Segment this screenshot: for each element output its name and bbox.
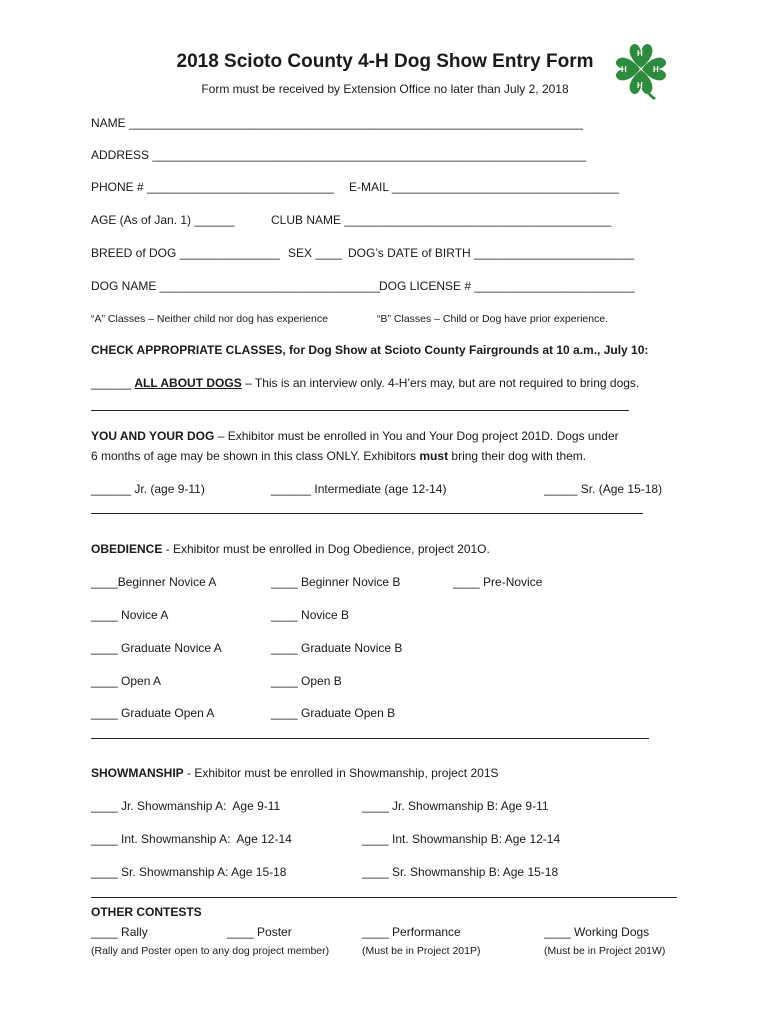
class-a-note: “A” Classes – Neither child nor dog has experience (91, 313, 328, 325)
you-and-your-dog-desc (91, 429, 619, 443)
yayd-jr-option[interactable]: ______ Jr. (age 9-11) (91, 482, 205, 496)
showmanship-int-a[interactable]: ____ Int. Showmanship A: Age 12-14 (91, 832, 292, 846)
dog-name-field[interactable]: DOG NAME _________________________________ (91, 279, 380, 293)
breed-field[interactable]: BREED of DOG _______________ (91, 246, 280, 260)
class-b-note: “B” Classes – Child or Dog have prior experience. (377, 313, 609, 325)
divider (91, 513, 643, 514)
obedience-pre-novice[interactable]: ____ Pre-Novice (453, 575, 543, 589)
showmanship-label: SHOWMANSHIP (91, 766, 184, 780)
yayd-intermediate-option[interactable]: ______ Intermediate (age 12-14) (271, 482, 447, 496)
obedience-graduate-novice-b[interactable]: ____ Graduate Novice B (271, 641, 403, 655)
email-field[interactable]: E-MAIL __________________________________ (349, 180, 619, 194)
4-h-clover-icon (612, 40, 670, 102)
you-and-your-dog-desc2c: bring their dog with them. (448, 449, 587, 463)
all-about-dogs-checkbox[interactable]: ______ (91, 376, 132, 390)
obedience-beginner-novice-a[interactable]: ____Beginner Novice A (91, 575, 217, 589)
you-and-your-dog-label: YOU AND YOUR DOG (91, 429, 215, 443)
you-and-your-dog-desc2a: 6 months of age may be shown in this class ONLY. Exhibitors (91, 449, 420, 463)
divider (91, 897, 677, 898)
check-classes-heading: CHECK APPROPRIATE CLASSES, for Dog Show at Scioto County Fairgrounds at 10 a.m., July 10: (91, 343, 649, 357)
obedience-graduate-open-a[interactable]: ____ Graduate Open A (91, 706, 215, 720)
obedience-label: OBEDIENCE (91, 542, 163, 556)
dog-dob-field[interactable]: DOG’s DATE of BIRTH ________________________ (348, 246, 635, 260)
dog-license-field[interactable]: DOG LICENSE # ________________________ (379, 279, 635, 293)
obedience-novice-a[interactable]: ____ Novice A (91, 608, 169, 622)
sex-field[interactable]: SEX ____ (288, 246, 343, 260)
other-performance-option[interactable]: ____ Performance (362, 925, 461, 939)
other-poster-option[interactable]: ____ Poster (227, 925, 292, 939)
yayd-sr-option[interactable]: _____ Sr. (Age 15-18) (544, 482, 663, 496)
obedience-graduate-open-b[interactable]: ____ Graduate Open B (271, 706, 396, 720)
divider (91, 738, 649, 739)
all-about-dogs-row (91, 376, 639, 390)
showmanship-int-b[interactable]: ____ Int. Showmanship B: Age 12-14 (362, 832, 561, 846)
obedience-open-b[interactable]: ____ Open B (271, 674, 342, 688)
other-contests-label: OTHER CONTESTS (91, 905, 202, 919)
you-and-your-dog-must: must (419, 449, 449, 463)
showmanship-desc (91, 766, 499, 780)
showmanship-jr-a[interactable]: ____ Jr. Showmanship A: Age 9-11 (91, 799, 281, 813)
age-field[interactable]: AGE (As of Jan. 1) ______ (91, 213, 235, 227)
showmanship-sr-a[interactable]: ____ Sr. Showmanship A: Age 15-18 (91, 865, 287, 879)
showmanship-jr-b[interactable]: ____ Jr. Showmanship B: Age 9-11 (362, 799, 549, 813)
name-field[interactable]: NAME ____________________________________________________________________ (91, 116, 583, 130)
all-about-dogs-label: ALL ABOUT DOGS (134, 376, 242, 390)
phone-field[interactable]: PHONE # ____________________________ (91, 180, 334, 194)
svg-text:H: H (637, 81, 643, 90)
address-field[interactable]: ADDRESS _________________________________________________________________ (91, 148, 587, 162)
you-and-your-dog-desc-line2 (91, 449, 586, 463)
obedience-open-a[interactable]: ____ Open A (91, 674, 162, 688)
performance-note: (Must be in Project 201P) (362, 945, 481, 957)
svg-text:H: H (637, 49, 643, 58)
svg-text:H: H (653, 65, 659, 74)
obedience-novice-b[interactable]: ____ Novice B (271, 608, 350, 622)
you-and-your-dog-desc1: – Exhibitor must be enrolled in You and Your Dog project 201D. Dogs under (214, 429, 619, 443)
working-dogs-note: (Must be in Project 201W) (544, 945, 666, 957)
page-title: 2018 Scioto County 4-H Dog Show Entry Form (176, 51, 594, 72)
club-name-field[interactable]: CLUB NAME ________________________________________ (271, 213, 612, 227)
obedience-beginner-novice-b[interactable]: ____ Beginner Novice B (271, 575, 401, 589)
rally-poster-note: (Rally and Poster open to any dog project member) (91, 945, 330, 957)
divider (91, 410, 629, 411)
showmanship-desc-text: - Exhibitor must be enrolled in Showmanship, project 201S (183, 766, 499, 780)
obedience-graduate-novice-a[interactable]: ____ Graduate Novice A (91, 641, 222, 655)
other-working-dogs-option[interactable]: ____ Working Dogs (544, 925, 650, 939)
other-rally-option[interactable]: ____ Rally (91, 925, 148, 939)
showmanship-sr-b[interactable]: ____ Sr. Showmanship B: Age 15-18 (362, 865, 559, 879)
page-subtitle: Form must be received by Extension Office no later than July 2, 2018 (201, 82, 569, 96)
obedience-desc-text: - Exhibitor must be enrolled in Dog Obedience, project 201O. (162, 542, 490, 556)
obedience-desc (91, 542, 490, 556)
svg-text:H: H (621, 65, 627, 74)
all-about-dogs-desc: – This is an interview only. 4-H’ers may, but are not required to bring dogs. (241, 376, 640, 390)
